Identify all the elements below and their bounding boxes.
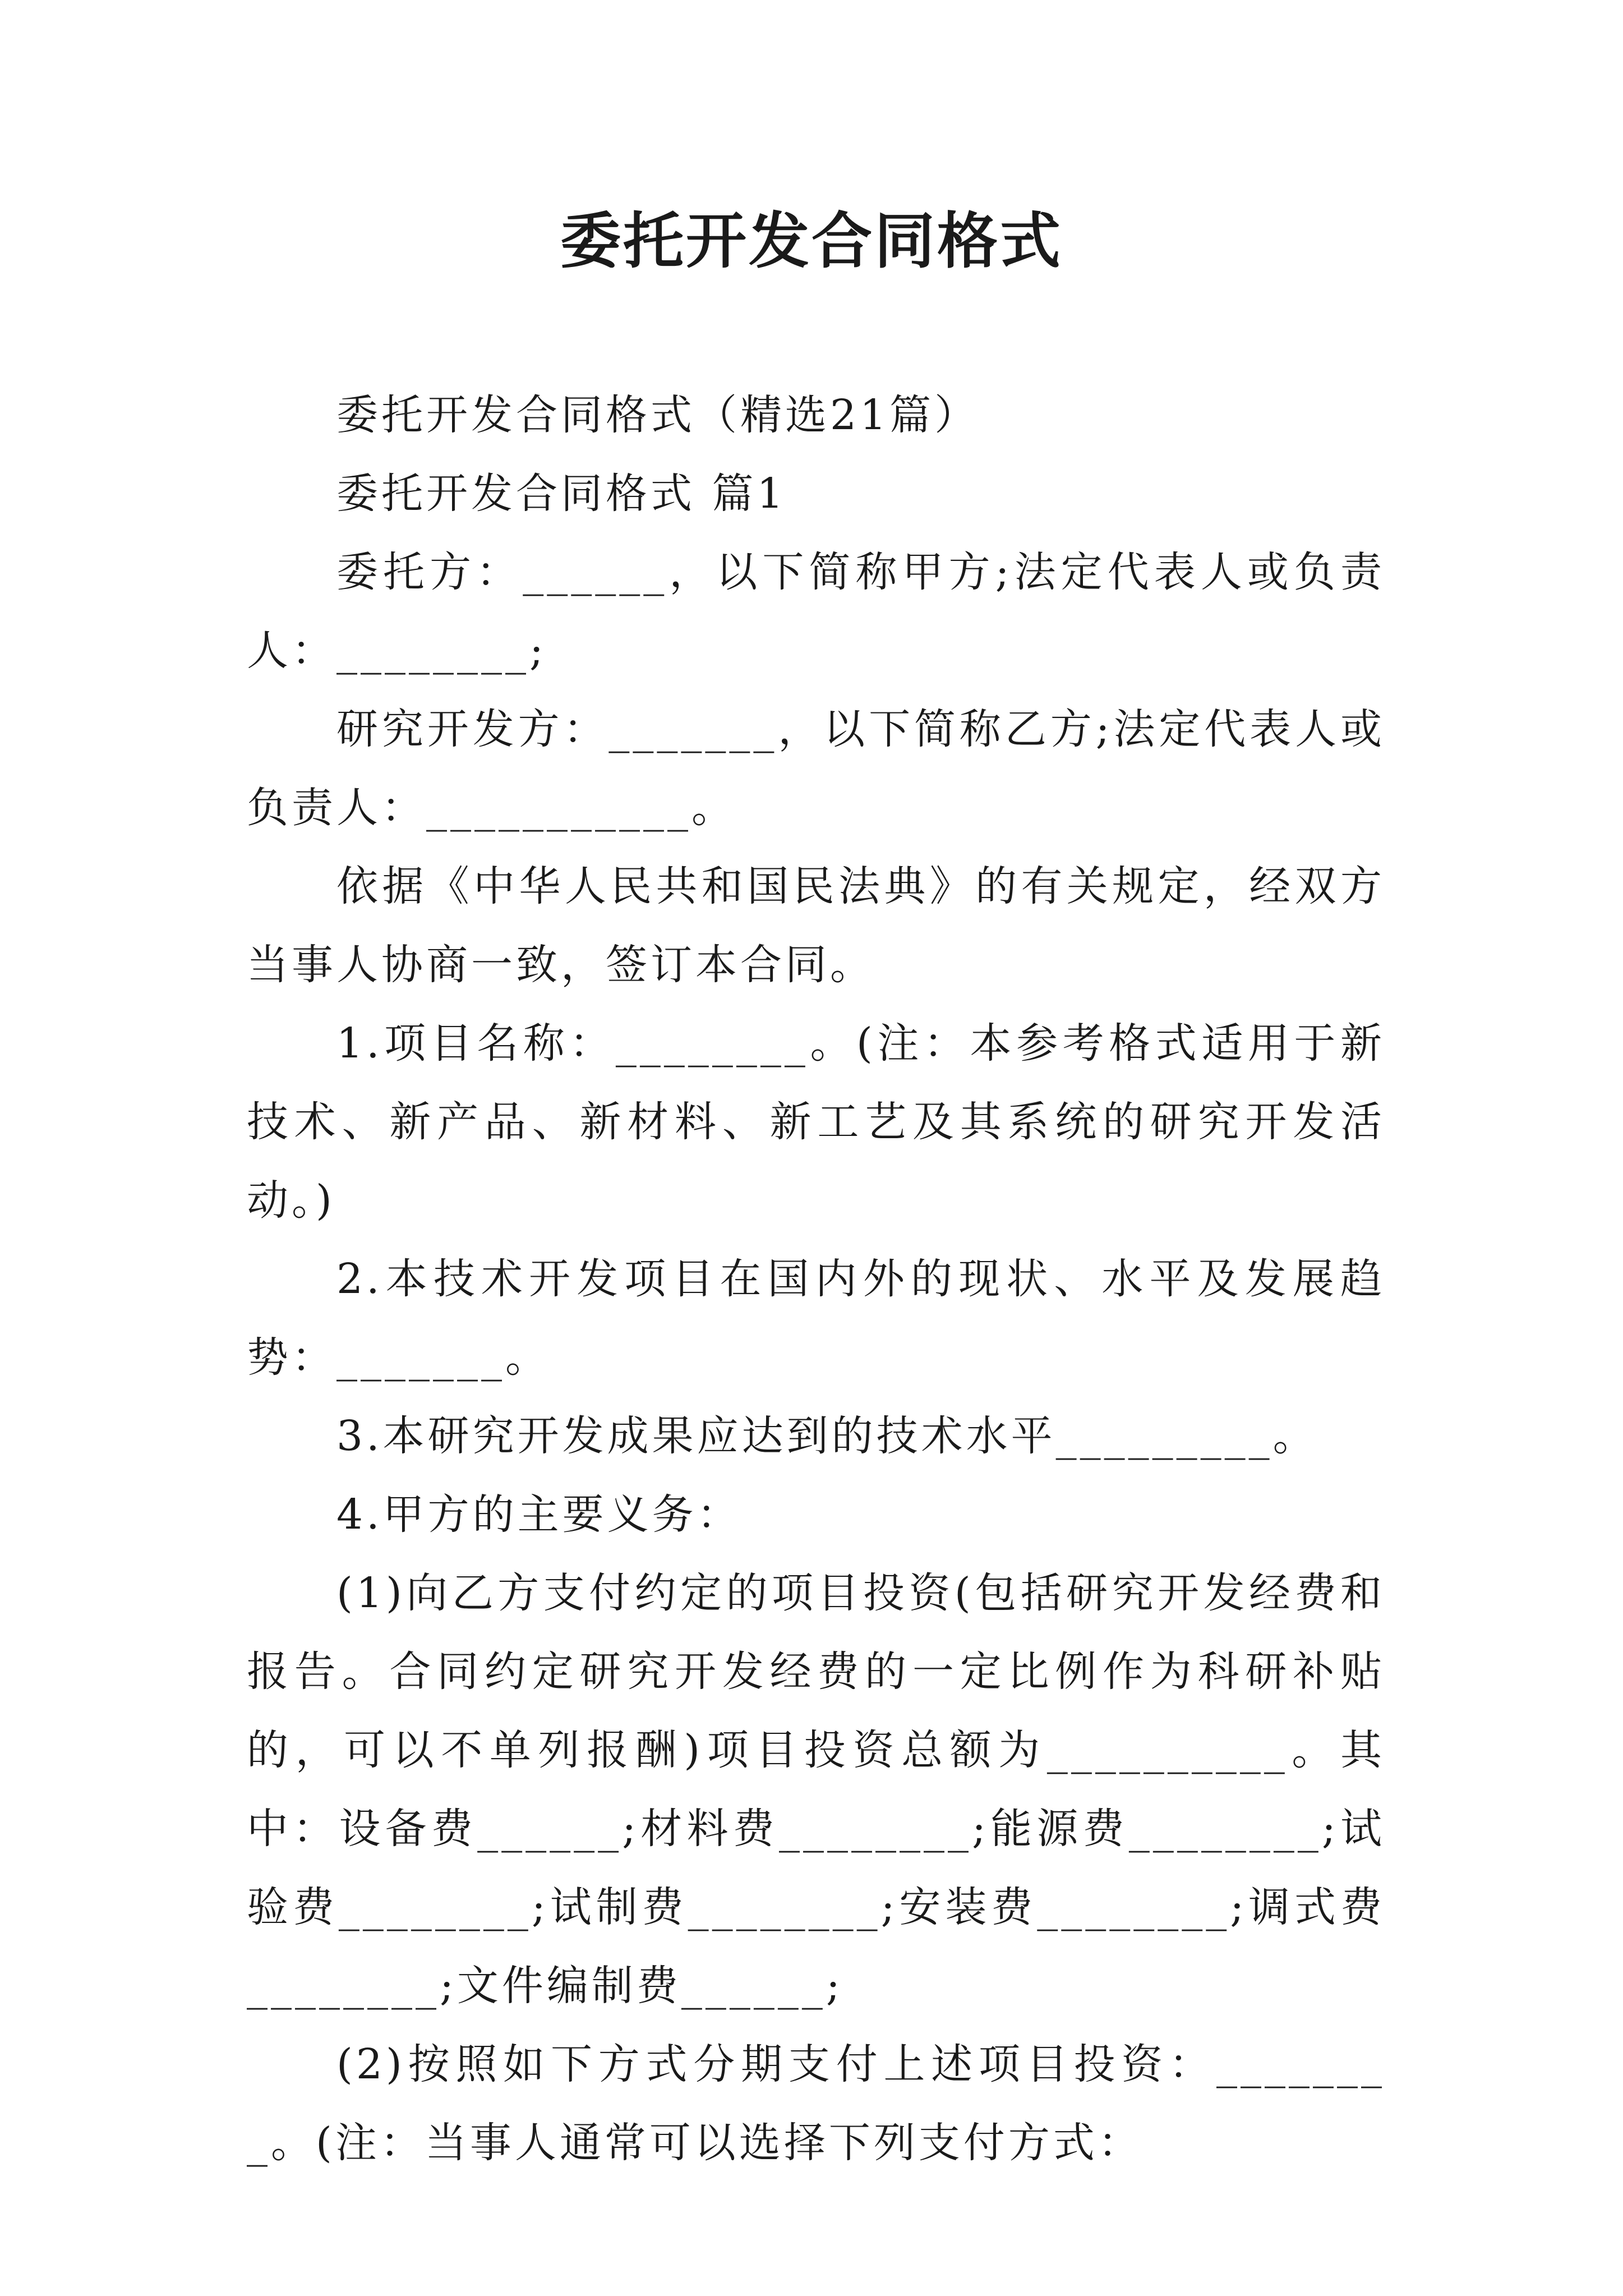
paragraph-item-3: 3.本研究开发成果应达到的技术水平_________。 — [336, 1412, 1318, 1460]
paragraph-item-1: 1.项目名称：________。(注：本参考格式适用于新技术、新产品、新材料、新工艺及其系统的研究开发活动。) — [247, 1019, 1385, 1225]
paragraph-collection-title: 委托开发合同格式（精选21篇） — [336, 391, 980, 439]
paragraph-chapter-heading: 委托开发合同格式 篇1 — [336, 470, 787, 518]
paragraph-developer: 研究开发方：_______，以下简称乙方;法定代表人或负责人：___________。 — [247, 705, 1385, 832]
document-body — [247, 376, 1385, 2182]
paragraph-legal-basis: 依据《中华人民共和国民法典》的有关规定，经双方当事人协商一致，签订本合同。 — [247, 862, 1385, 989]
paragraph-item-2: 2.本技术开发项目在国内外的现状、水平及发展趋势：_______。 — [247, 1255, 1385, 1382]
document-title: 委托开发合同格式 — [560, 206, 1063, 277]
paragraph-client: 委托方：______，以下简称甲方;法定代表人或负责人：________; — [247, 548, 1385, 675]
paragraph-item-4-1: (1)向乙方支付约定的项目投资(包括研究开发经费和报告。合同约定研究开发经费的一定比例作为科研补贴的，可以不单列报酬)项目投资总额为__________。其中：设备费______;材料费________;能源费________;试验费________;试制费________;安装费________;调式费________;文件编制费______; — [247, 1569, 1385, 2010]
paragraph-item-4-2: (2)按照如下方式分期支付上述项目投资：________。(注：当事人通常可以选择下列支付方式： — [247, 2040, 1385, 2167]
paragraph-item-4: 4.甲方的主要义务： — [336, 1490, 742, 1539]
